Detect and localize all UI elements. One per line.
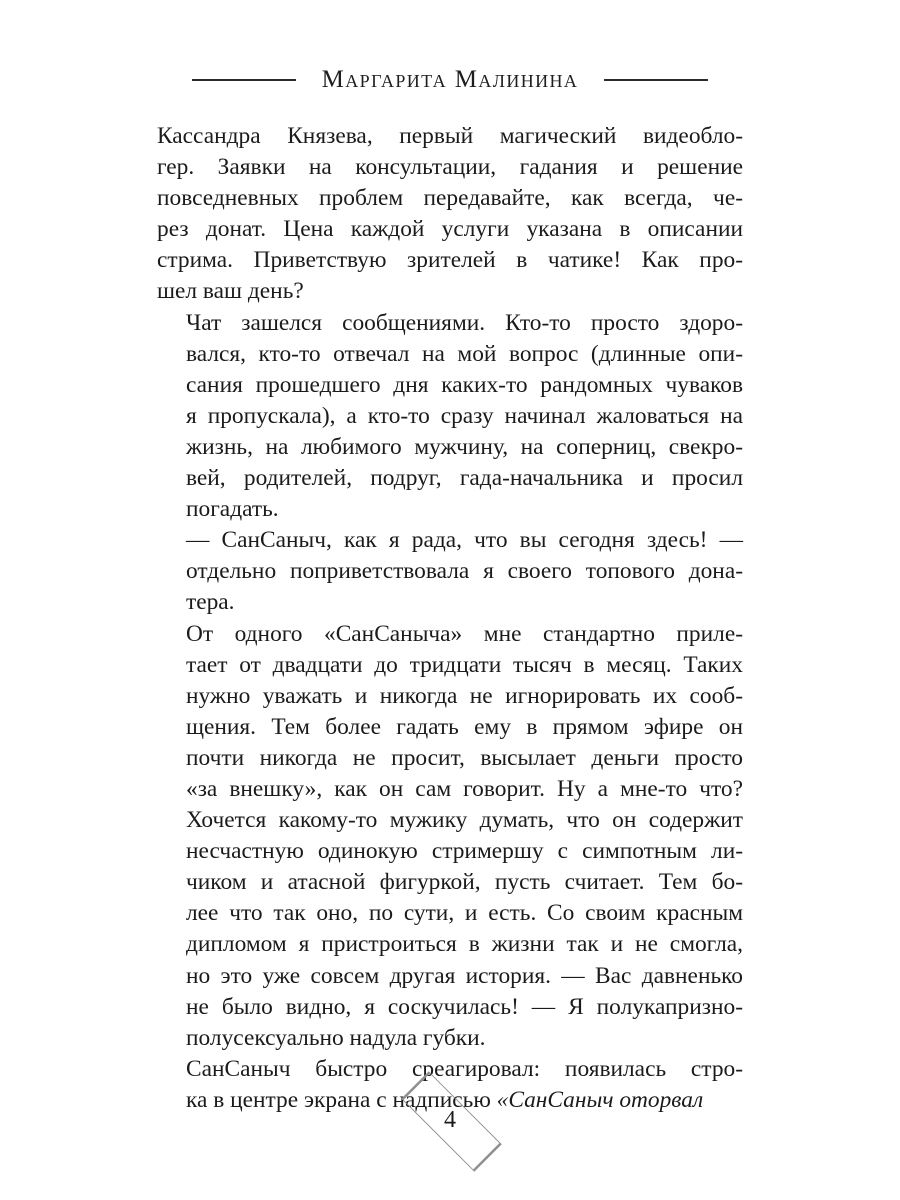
text-line: отдельно поприветствовала я своего топового дона- <box>186 558 743 585</box>
text-line: чиком и атасной фигуркой, пусть считает. Тем бо- <box>186 869 743 896</box>
text-line: «за внешку», как он сам говорит. Ну а мне-то что? <box>186 775 743 802</box>
body-text <box>157 121 743 1116</box>
header-rule-left-icon <box>192 79 296 81</box>
page-folio <box>0 1085 900 1155</box>
text-line: я пропускала), а кто-то сразу начинал жаловаться на <box>186 402 743 429</box>
text-line: рез донат. Цена каждой услуги указана в описании <box>157 216 743 243</box>
text-line: Чат зашелся сообщениями. Кто-то просто здоро- <box>186 309 743 336</box>
text-line: Кассандра Князева, первый магический видеобло- <box>157 123 743 149</box>
text-line: погадать. <box>186 496 279 523</box>
text-line: Хочется какому-то мужику думать, что он содержит <box>186 807 743 834</box>
text-line: лее что так оно, по сути, и есть. Со своим красным <box>186 900 743 927</box>
paragraph-1 <box>157 121 743 308</box>
text-line: ка в центре экрана с надписью «СанСаныч оторвал <box>186 1086 704 1113</box>
text-line: тера. <box>186 589 235 616</box>
text-line: стрима. Приветствую зрителей в чатике! Как про- <box>157 247 743 274</box>
paragraph-4 <box>157 619 743 1054</box>
text-line: но это уже совсем другая история. — Вас давненько <box>186 962 743 989</box>
text-line: гер. Заявки на консультации, гадания и решение <box>157 154 743 181</box>
text-line: нужно уважать и никогда не игнорировать их сооб- <box>186 682 743 709</box>
text-line: полусексуально надула губки. <box>186 1024 486 1051</box>
text-line: сания прошедшего дня каких-то рандомных чуваков <box>186 371 743 398</box>
text-line: несчастную одинокую стримершу с симпотным ли- <box>186 838 743 865</box>
text-line: дипломом я пристроиться в жизни так и не смогла, <box>186 931 743 958</box>
header-author-name: Маргарита Малинина <box>321 66 579 93</box>
text-line: тает от двадцати до тридцати тысяч в месяц. Таких <box>186 651 743 678</box>
folio-ornament-wrap <box>380 1092 520 1148</box>
running-header <box>0 58 900 102</box>
paragraph-3 <box>157 525 743 618</box>
text-line: — СанСаныч, как я рада, что вы сегодня здесь! — <box>186 527 743 554</box>
text-line: повседневных проблем передавайте, как всегда, че- <box>157 185 743 212</box>
text-line: От одного «СанСаныча» мне стандартно приле- <box>186 620 743 647</box>
text-line: жизнь, на любимого мужчину, на соперниц, свекро- <box>186 433 743 460</box>
text-line: СанСаныч быстро среагировал: появилась стро- <box>186 1055 743 1082</box>
text-line: щения. Тем более гадать ему в прямом эфире он <box>186 713 743 740</box>
page-number: 4 <box>444 1107 456 1133</box>
text-line: шел ваш день? <box>157 278 304 305</box>
text-line: почти никогда не просит, высылает деньги просто <box>186 744 743 771</box>
paragraph-2 <box>157 308 743 526</box>
italic-phrase: «СанСаныч оторвал <box>496 1086 704 1113</box>
text-line: вей, родителей, подруг, гада-начальника и просил <box>186 465 743 492</box>
header-rule-right-icon <box>604 79 708 81</box>
text-line: вался, кто-то отвечал на мой вопрос (длинные опи- <box>186 340 743 367</box>
text-line: не было видно, я соскучилась! — Я полукапризно- <box>186 993 743 1020</box>
